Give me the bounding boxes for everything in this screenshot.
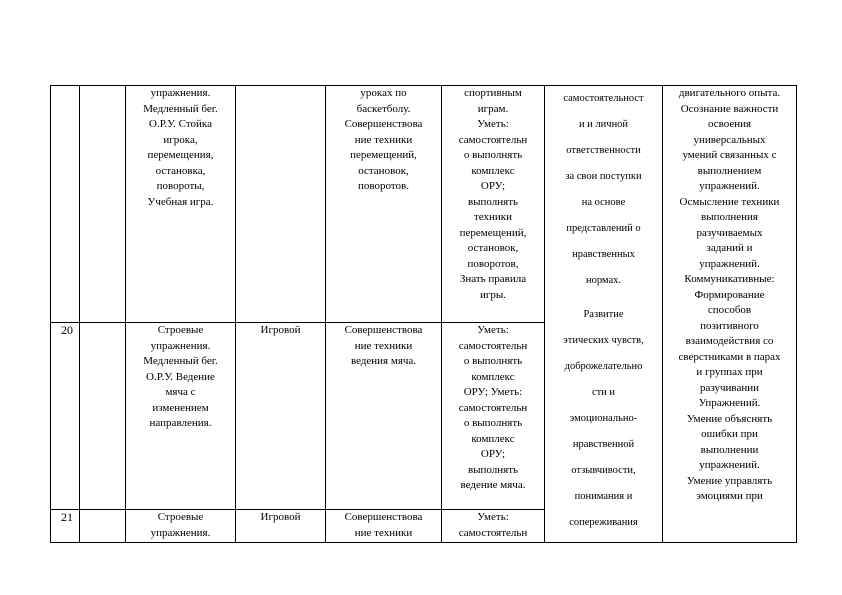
- text-line: баскетболу.: [356, 102, 411, 115]
- text-line: перемещения,: [147, 149, 214, 161]
- text-line: самостоятельн: [458, 526, 528, 539]
- text-line: комплекс: [471, 164, 515, 177]
- text-line: эмоционально-: [569, 413, 638, 424]
- text-line: доброжелательно: [564, 361, 643, 372]
- text-line: Знать правила: [459, 273, 527, 285]
- text-line: Уметь:: [477, 324, 509, 336]
- text-line: выполнения: [701, 211, 758, 223]
- text-line: за свои поступки: [565, 171, 642, 182]
- table-row: [51, 86, 797, 323]
- text-line: мяча с: [165, 386, 196, 398]
- text-line: Коммуникативные:: [684, 273, 775, 285]
- text-line: комплекс: [471, 432, 515, 445]
- text-line: ОРУ; Уметь:: [463, 386, 523, 398]
- text-line: Формирование: [694, 288, 765, 301]
- text-line: ответственности: [566, 145, 641, 156]
- text-line: Медленный бег.: [143, 355, 218, 367]
- text-line: Осознание важности: [680, 102, 779, 115]
- date-cell: [80, 510, 126, 543]
- text-line: разучиваемых: [696, 226, 763, 239]
- lesson-content-cell: [126, 323, 236, 510]
- text-line: отзывчивости,: [571, 465, 636, 476]
- text-line: перемещений,: [459, 226, 527, 239]
- date-cell: [80, 86, 126, 323]
- text-line: упражнения.: [150, 339, 211, 352]
- text-line: остановок,: [467, 242, 519, 254]
- text-line: Медленный бег.: [143, 102, 218, 115]
- text-line: сопереживания: [569, 517, 638, 528]
- text-line: и и личной: [578, 119, 629, 130]
- text-line: Совершенствова: [344, 118, 423, 130]
- text-line: играм.: [477, 102, 509, 115]
- text-line: Осмысление техники: [679, 195, 780, 208]
- text-line: остановок,: [358, 164, 409, 177]
- text-line: упражнения.: [150, 87, 211, 99]
- text-line: способов: [707, 304, 752, 316]
- text-line: ведение мяча.: [460, 479, 526, 491]
- text-line: ведения мяча.: [350, 355, 417, 367]
- text-line: О.Р.У. Стойка: [149, 118, 212, 130]
- text-line: и группах при: [696, 366, 763, 378]
- text-line: поворотов,: [467, 257, 519, 270]
- text-line: уроках по: [360, 87, 407, 99]
- subject-results-cell: [442, 86, 545, 323]
- text-line: освоения: [707, 118, 752, 130]
- text-line: сти и: [591, 387, 616, 398]
- text-line: игры.: [479, 288, 507, 301]
- text-line: упражнений.: [699, 257, 760, 270]
- text-line: спортивным: [464, 87, 522, 99]
- text-line: поворотов.: [358, 180, 409, 192]
- text-line: Упражнений.: [698, 397, 761, 409]
- text-line: ОРУ;: [480, 448, 506, 460]
- text-line: выполнять: [467, 195, 519, 208]
- text-line: Уметь:: [477, 511, 509, 523]
- text-line: о выполнять: [463, 417, 523, 429]
- text-line: на основе: [581, 197, 626, 208]
- text-line: направления.: [149, 417, 212, 429]
- paragraph-gap: [547, 294, 660, 302]
- lesson-content-cell: [126, 86, 236, 323]
- text-line: ние техники: [354, 526, 413, 539]
- text-line: Умение управлять: [686, 474, 773, 487]
- text-line: нравственной: [572, 439, 635, 450]
- text-line: взаимодействия со: [685, 335, 774, 347]
- lesson-goal-cell: [326, 510, 442, 543]
- text-line: этических чувств,: [563, 335, 644, 346]
- lesson-number-cell: 20: [51, 323, 80, 510]
- text-line: самостоятельн: [458, 339, 528, 352]
- text-line: универсальных: [693, 133, 766, 146]
- text-line: эмоциями при: [696, 490, 763, 502]
- text-line: комплекс: [471, 370, 515, 383]
- personal-results-cell: [545, 86, 663, 543]
- text-line: ОРУ;: [480, 180, 506, 192]
- text-line: нравственных: [572, 249, 635, 260]
- text-line: выполнении: [700, 443, 759, 456]
- text-line: самостоятельн: [458, 401, 528, 414]
- text-line: Умение объяснять: [686, 412, 773, 425]
- text-line: О.Р.У. Ведение: [146, 370, 215, 383]
- lesson-number-cell: 21: [51, 510, 80, 543]
- subject-results-cell: [442, 323, 545, 510]
- text-line: ние техники: [354, 339, 413, 352]
- text-line: остановка,: [155, 164, 206, 177]
- text-line: упражнений.: [699, 459, 760, 471]
- text-line: ошибки при: [701, 428, 758, 440]
- text-line: выполнять: [467, 463, 519, 476]
- lesson-number-cell: [51, 86, 80, 323]
- text-line: заданий и: [706, 242, 753, 254]
- metasubject-results-cell: [663, 86, 797, 543]
- text-line: сверстниками в парах: [678, 350, 781, 363]
- text-line: упражнений.: [699, 180, 760, 192]
- text-line: Строевые: [157, 324, 204, 336]
- personal-results-text: [547, 86, 660, 536]
- text-line: двигательного опыта.: [678, 87, 781, 99]
- lesson-type-cell: Игровой: [236, 510, 326, 543]
- lesson-type-cell: Игровой: [236, 323, 326, 510]
- text-line: повороты,: [156, 180, 205, 192]
- text-line: о выполнять: [463, 355, 523, 367]
- text-line: Учебная игра.: [147, 195, 214, 208]
- text-line: упражнения.: [150, 526, 211, 539]
- text-line: изменением: [152, 401, 209, 414]
- text-line: самостоятельн: [458, 133, 528, 146]
- text-line: Уметь:: [477, 118, 509, 130]
- text-line: о выполнять: [463, 149, 523, 161]
- text-line: разучивании: [699, 381, 759, 394]
- text-line: Развитие: [583, 309, 624, 320]
- text-line: представлений о: [566, 223, 641, 234]
- text-line: Совершенствова: [344, 511, 423, 523]
- text-line: выполнением: [697, 164, 762, 177]
- text-line: ние техники: [354, 133, 413, 146]
- text-line: игрока,: [163, 133, 198, 146]
- text-line: позитивного: [700, 319, 759, 332]
- lesson-goal-cell: [326, 86, 442, 323]
- text-line: перемещений,: [350, 149, 417, 161]
- subject-results-cell: [442, 510, 545, 543]
- text-line: понимания и: [574, 491, 633, 502]
- lesson-plan-table-page: [50, 85, 796, 543]
- text-line: техники: [473, 211, 513, 223]
- date-cell: [80, 323, 126, 510]
- lesson-goal-cell: [326, 323, 442, 510]
- lesson-type-cell: [236, 86, 326, 323]
- lesson-plan-table: [50, 85, 797, 543]
- text-line: Совершенствова: [344, 324, 423, 336]
- text-line: умений связанных с: [682, 149, 777, 161]
- text-line: нормах.: [585, 275, 622, 286]
- text-line: Строевые: [157, 511, 204, 523]
- lesson-content-cell: [126, 510, 236, 543]
- text-line: самостоятельност: [563, 93, 644, 104]
